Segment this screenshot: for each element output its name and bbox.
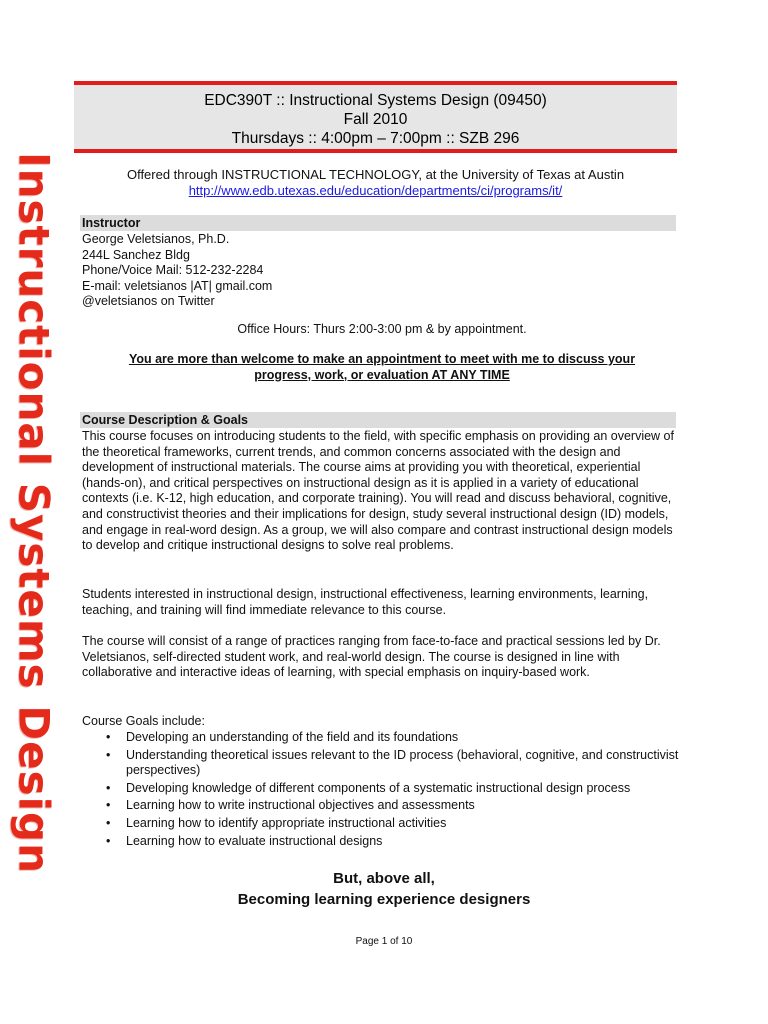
bullet-icon: •: [106, 730, 111, 744]
offered-text: Offered through INSTRUCTIONAL TECHNOLOGY, at the University of Texas at Austin: [126, 167, 625, 182]
bullet-icon: •: [106, 747, 111, 762]
list-item: • Learning how to write instructional objectives and assessments: [106, 798, 475, 813]
closing-statement: [74, 868, 694, 910]
instructor-name: George Veletsianos, Ph.D.: [82, 232, 230, 246]
course-goals-list: [82, 730, 682, 851]
goals-intro: Course Goals include:: [82, 714, 205, 728]
bullet-icon: •: [106, 798, 111, 813]
bullet-icon: •: [106, 780, 111, 795]
course-description-heading: Course Description & Goals: [80, 412, 676, 428]
offered-through: [74, 167, 677, 199]
instructor-twitter: @veletsianos on Twitter: [82, 294, 215, 309]
list-item: • Developing knowledge of different components of a systematic instructional design process: [106, 780, 631, 795]
appointment-note: [82, 352, 682, 383]
closing-line-1: But, above all,: [333, 870, 435, 887]
list-item: • Learning how to evaluate instructional designs: [106, 833, 383, 848]
instructor-info: [82, 232, 682, 310]
course-schedule: Thursdays :: 4:00pm – 7:00pm :: SZB 296: [231, 130, 520, 147]
bullet-icon: •: [106, 815, 111, 830]
course-audience: Students interested in instructional design, instructional effectiveness, learning environments, learning, teaching, and training will find immediate relevance to this course.: [82, 587, 649, 617]
course-header: [74, 81, 677, 153]
list-item: • Developing an understanding of the field and its foundations: [106, 730, 459, 744]
appointment-line-1: You are more than welcome to make an appointment to meet with me to discuss your: [128, 352, 636, 366]
appointment-line-2: progress, work, or evaluation AT ANY TIME: [254, 367, 510, 382]
course-description: This course focuses on introducing students to the field, with specific emphasis on providing an overview of the theoretical frameworks, current trends, and common concerns associated with the design and development of instructional materials. The course aims at providing you with theoretical, experiential (hands-on), and critical perspectives on instructional design as it is applied in a variety of educational contexts (i.e. K-12, high education, and corporate training). You will read and discuss behavioral, cognitive, and constructivist theories and their implications for design, study several instructional design (ID) models, and engage in real-word design. As a group, we will also compare and contrast instructional design models to develop and critique instructional designs to solve real problems.: [82, 429, 674, 553]
list-item: • Understanding theoretical issues relevant to the ID process (behavioral, cognitive, and constructivist perspectives): [106, 747, 679, 778]
closing-line-2: Becoming learning experience designers: [237, 891, 531, 908]
side-title: Instructional Systems Design: [9, 152, 59, 874]
program-link[interactable]: http://www.edb.utexas.edu/education/departments/ci/programs/it/: [188, 183, 563, 198]
list-item: • Learning how to identify appropriate instructional activities: [106, 815, 447, 830]
bullet-icon: •: [106, 833, 111, 848]
instructor-heading: Instructor: [80, 215, 676, 231]
instructor-phone: Phone/Voice Mail: 512-232-2284: [82, 263, 264, 278]
instructor-office: 244L Sanchez Bldg: [82, 247, 190, 262]
instructor-email: E-mail: veletsianos |AT| gmail.com: [82, 278, 273, 293]
page-number: Page 1 of 10: [355, 936, 413, 947]
office-hours: Office Hours: Thurs 2:00-3:00 pm & by appointment.: [237, 322, 527, 336]
course-term: Fall 2010: [343, 111, 408, 128]
course-title: EDC390T :: Instructional Systems Design (09450): [204, 92, 547, 109]
course-format: The course will consist of a range of practices ranging from face-to-face and practical sessions led by Dr. Veletsianos, self-directed student work, and real-world design. The course is designed in line with collaborative and interactive ideas of learning, with special emphasis on inquiry-based work.: [82, 634, 661, 680]
